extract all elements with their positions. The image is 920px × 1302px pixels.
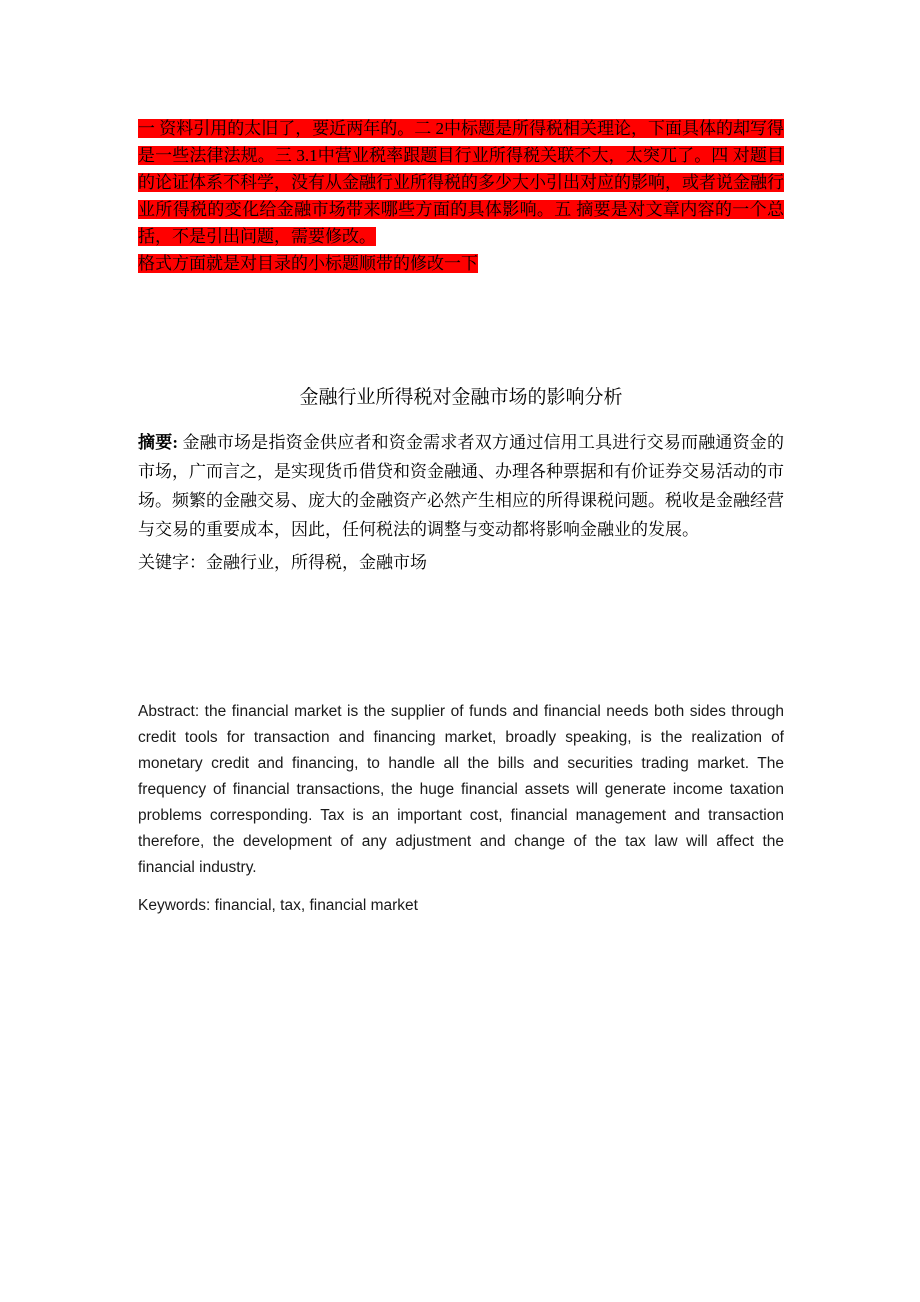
abstract-chinese-label: 摘要: [138,433,179,452]
highlighted-comment-text-2: 格式方面就是对目录的小标题顺带的修改一下 [138,254,478,273]
abstract-english: Abstract: the financial market is the supplier of funds and financial needs both sides through credit tools for transaction and financing market, broadly speaking, is the realization of monetary credit and financing, to handle all the bills and securities trading market. The frequency of financial transactions, the huge financial assets will generate income taxation problems corresponding. Tax is an important cost, financial management and transaction therefore, the development of any adjustment and change of the tax law will affect the financial industry. [138,703,784,876]
abstract-chinese [138,428,784,544]
paper-title: 金融行业所得税对金融市场的影响分析 [299,387,623,408]
keywords-english: Keywords: financial, tax, financial market [138,897,418,914]
reviewer-comments-paragraph-2 [138,250,784,277]
abstract-chinese-body: 金融市场是指资金供应者和资金需求者双方通过信用工具进行交易而融通资金的市场，广而言之，是实现货币借贷和资金融通、办理各种票据和有价证券交易活动的市场。频繁的金融交易、庞大的金融资产必然产生相应的所得课税问题。税收是金融经营与交易的重要成本，因此，任何税法的调整与变动都将影响金融业的发展。 [138,433,784,539]
highlighted-comment-text-1: 一 资料引用的太旧了，要近两年的。二 2中标题是所得税相关理论，下面具体的却写得是一些法律法规。三 3.1中营业税率跟题目行业所得税关联不大，太突兀了。四 对题目的论证体系不科学，没有从金融行业所得税的多少大小引出对应的影响，或者说金融行业所得税的变化给金融市场带来哪些方面的具体影响。五 摘要是对文章内容的一个总括，不是引出问题，需要修改。 [138,119,784,246]
reviewer-comments-paragraph-1 [138,115,784,250]
document-content [138,0,784,919]
keywords-chinese: 关键字：金融行业，所得税，金融市场 [138,553,427,572]
